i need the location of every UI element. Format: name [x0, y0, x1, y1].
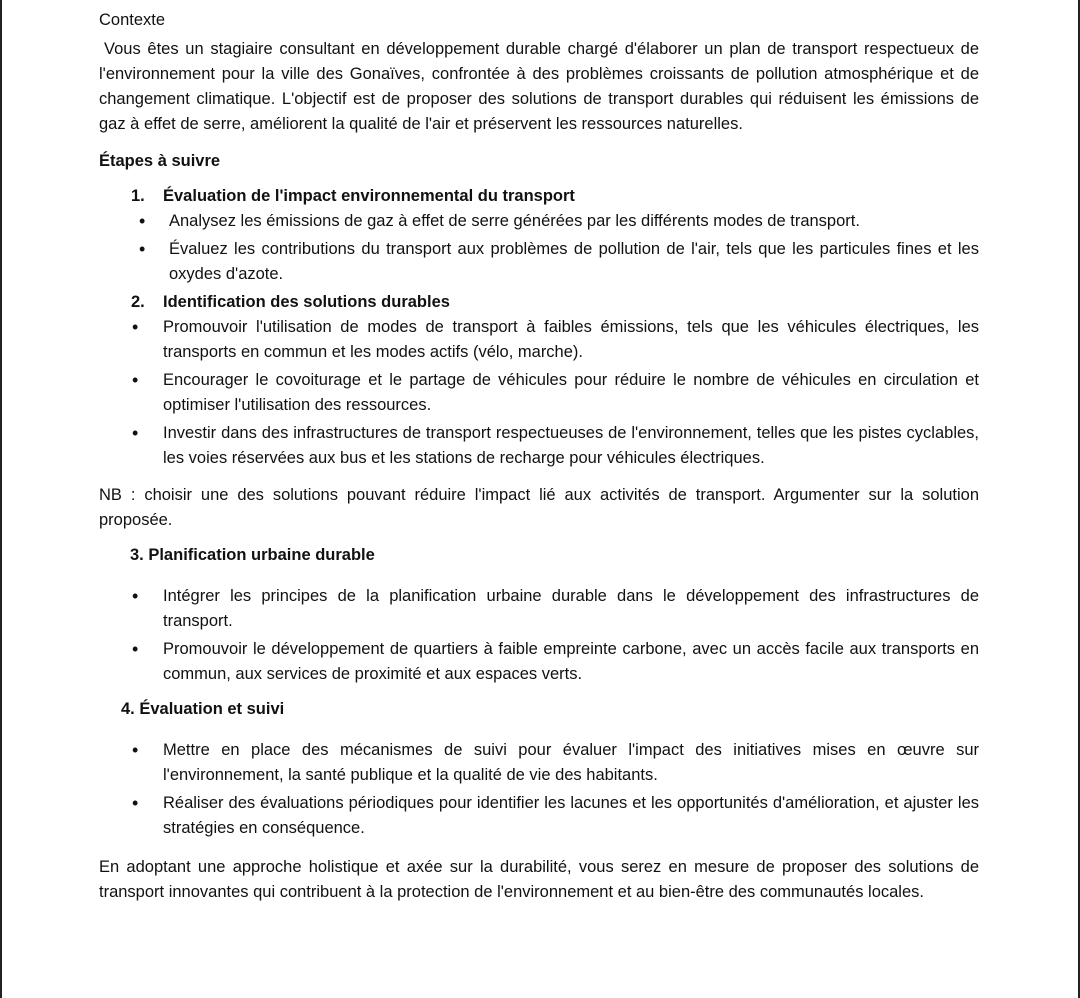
section-4-heading: 4. Évaluation et suivi [121, 700, 285, 718]
bullet-icon: • [132, 740, 139, 760]
bullet-text: Promouvoir le développement de quartiers à faible empreinte carbone, avec un accès facile aux transports en commun, aux services de proximité et aux espaces verts. [163, 640, 979, 683]
bullet-text: Investir dans des infrastructures de transport respectueuses de l'environnement, telles que les pistes cyclables, les voies réservées aux bus et les stations de recharge pour véhicules électriques. [163, 424, 979, 467]
bullet-text: Intégrer les principes de la planification urbaine durable dans le développement des infrastructures de transport. [163, 587, 979, 630]
steps-heading: Étapes à suivre [99, 152, 221, 170]
bullet-text: Analysez les émissions de gaz à effet de serre générées par les différents modes de transport. [169, 212, 860, 230]
context-heading: Contexte [99, 11, 166, 29]
bullet-icon: • [132, 370, 139, 390]
bullet-text: Encourager le covoiturage et le partage de véhicules pour réduire le nombre de véhicules en circulation et optimiser l'utilisation des ressources. [163, 371, 979, 414]
list-item [99, 738, 979, 788]
list-item [99, 237, 979, 287]
bullet-icon: • [139, 211, 146, 231]
bullet-text: Promouvoir l'utilisation de modes de transport à faibles émissions, tels que les véhicules électriques, les transports en commun et les modes actifs (vélo, marche). [163, 318, 979, 361]
section-2-number: 2. [131, 293, 145, 311]
section-1-number: 1. [131, 187, 145, 205]
list-item [99, 315, 979, 365]
bullet-icon: • [132, 317, 139, 337]
bullet-icon: • [139, 239, 146, 259]
nb-note: NB : choisir une des solutions pouvant réduire l'impact lié aux activités de transport. Argumenter sur la solution proposée. [99, 486, 979, 529]
document-page [99, 8, 979, 905]
bullet-text: Réaliser des évaluations périodiques pour identifier les lacunes et les opportunités d'amélioration, et ajuster les stratégies en conséquence. [163, 794, 979, 837]
list-item [99, 637, 979, 687]
conclusion-paragraph: En adoptant une approche holistique et axée sur la durabilité, vous serez en mesure de proposer des solutions de transport innovantes qui contribuent à la protection de l'environnement et au bien-être des communautés locales. [99, 858, 979, 901]
section-1-heading [99, 184, 979, 209]
page-border-left [0, 0, 2, 998]
section-3-heading: 3. Planification urbaine durable [130, 546, 375, 564]
list-item [99, 791, 979, 841]
intro-paragraph: Vous êtes un stagiaire consultant en développement durable chargé d'élaborer un plan de transport respectueux de l'environnement pour la ville des Gonaïves, confrontée à des problèmes croissants de pollution atmosphérique et de changement climatique. L'objectif est de proposer des solutions de transport durables qui réduisent les émissions de gaz à effet de serre, améliorent la qualité de l'air et préservent les ressources naturelles. [99, 40, 979, 133]
section-2-heading [99, 290, 979, 315]
bullet-icon: • [132, 793, 139, 813]
section-2-title: Identification des solutions durables [163, 293, 450, 311]
list-item [99, 584, 979, 634]
list-item [99, 368, 979, 418]
bullet-icon: • [132, 423, 139, 443]
list-item [99, 421, 979, 471]
bullet-icon: • [132, 586, 139, 606]
section-1-title: Évaluation de l'impact environnemental du transport [163, 187, 575, 205]
bullet-icon: • [132, 639, 139, 659]
list-item [99, 209, 979, 234]
bullet-text: Évaluez les contributions du transport aux problèmes de pollution de l'air, tels que les particules fines et les oxydes d'azote. [169, 240, 979, 283]
bullet-text: Mettre en place des mécanismes de suivi pour évaluer l'impact des initiatives mises en œuvre sur l'environnement, la santé publique et la qualité de vie des habitants. [163, 741, 979, 784]
